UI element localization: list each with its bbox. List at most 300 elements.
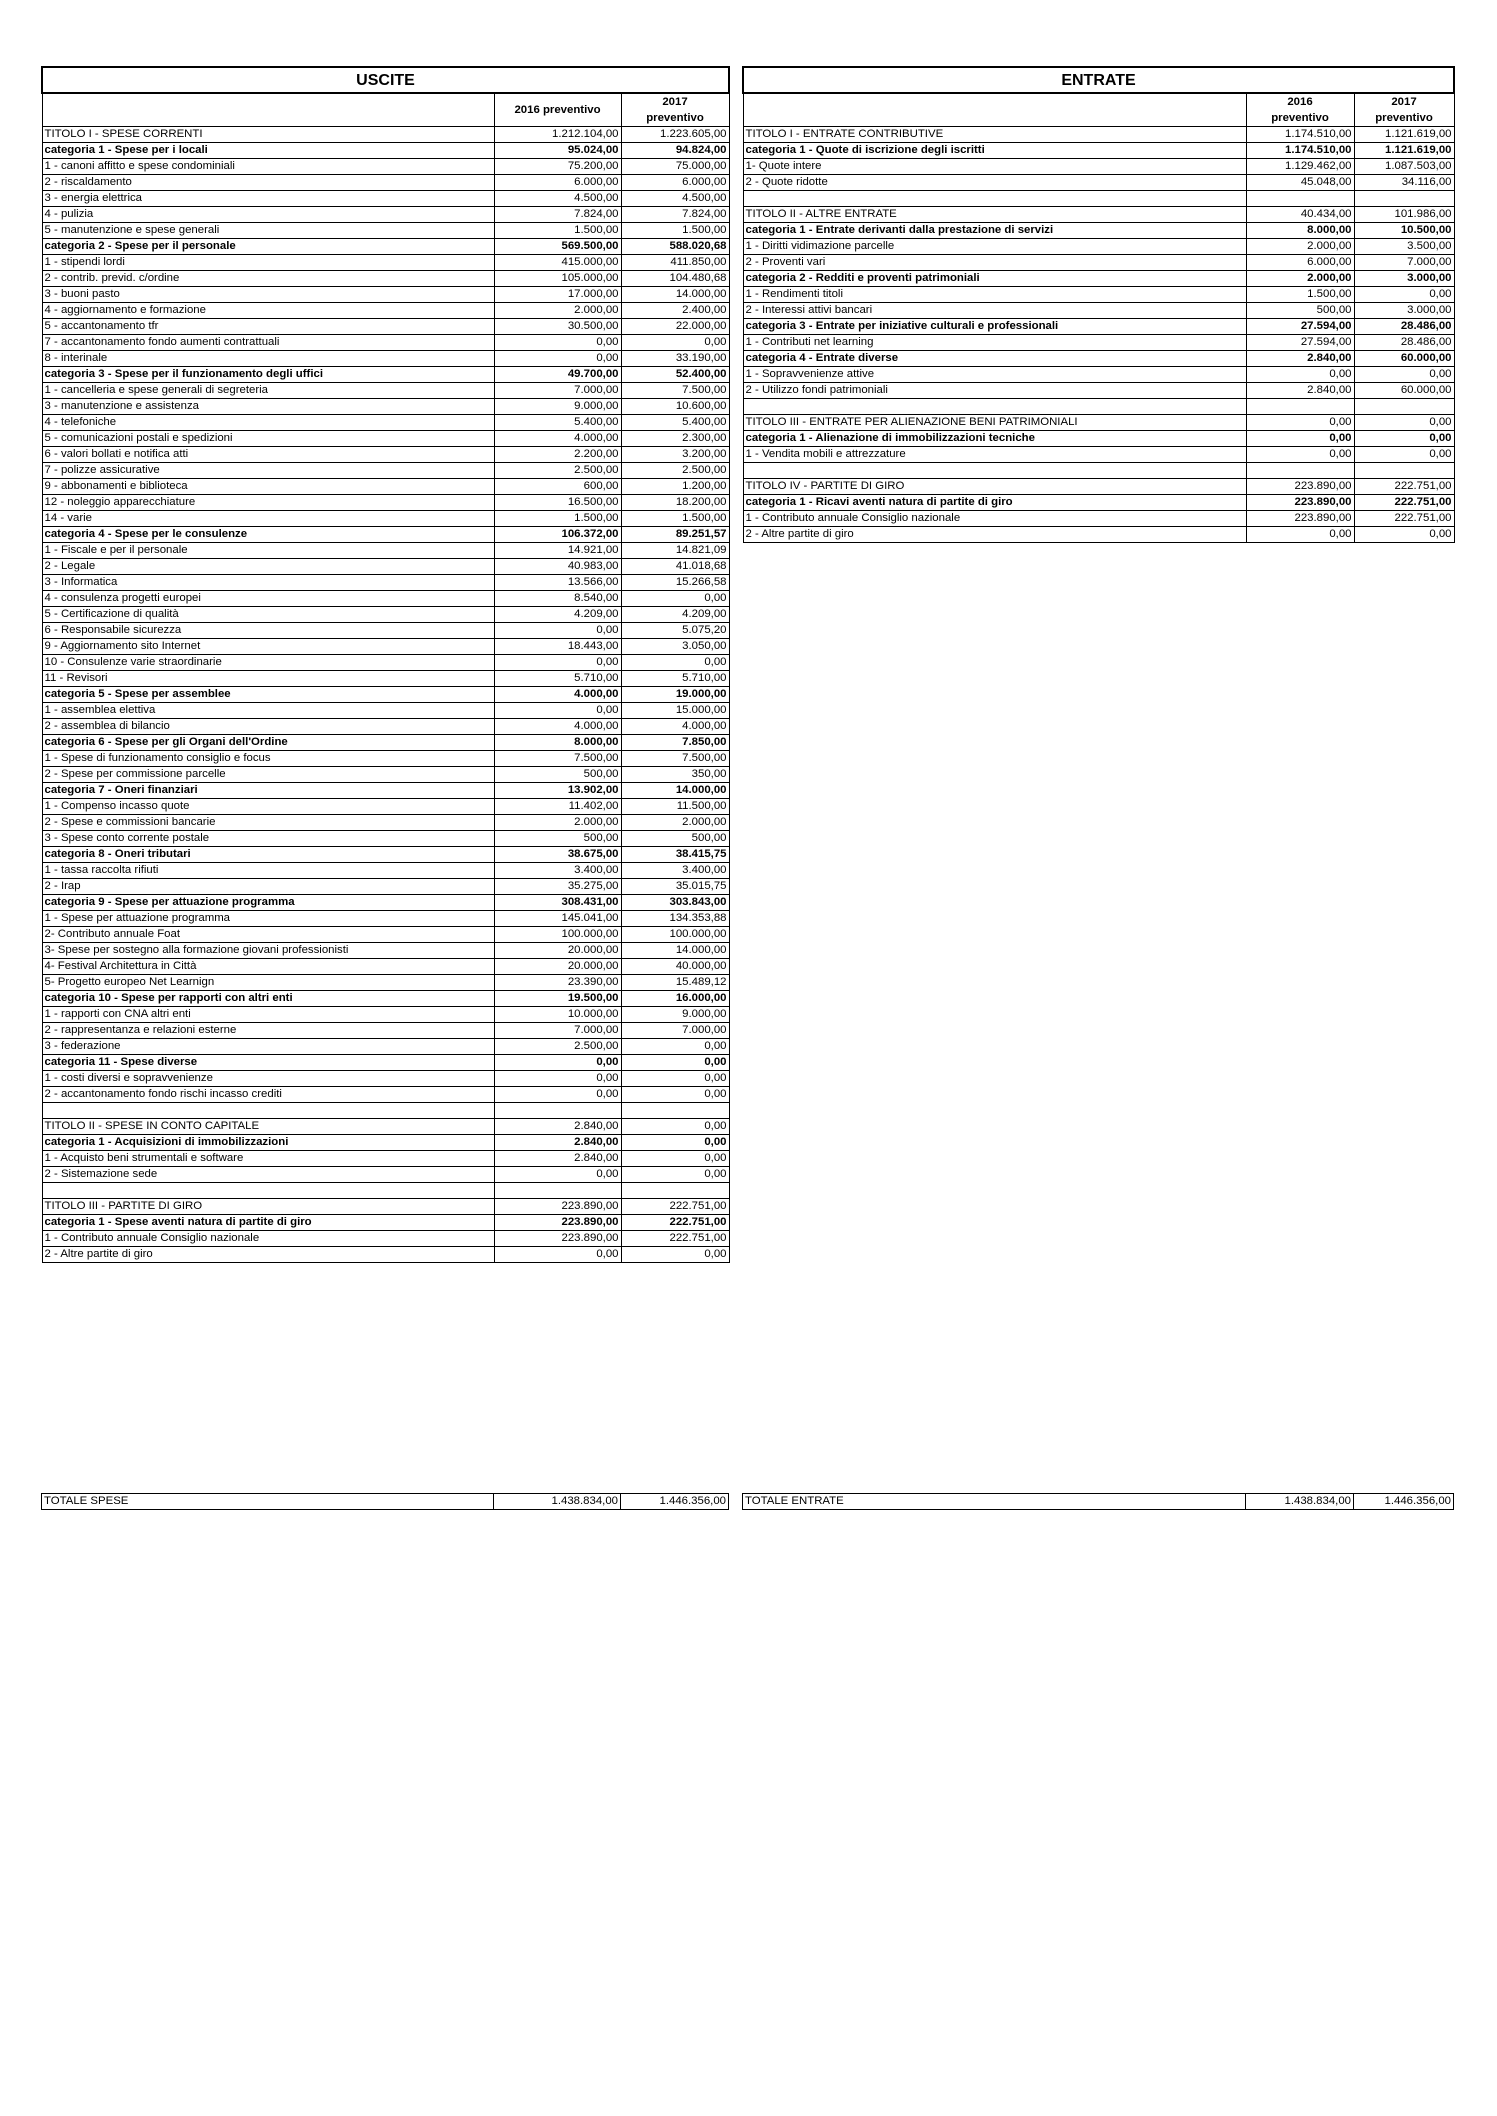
table-row [42, 655, 729, 671]
row-label: 2 - Altre partite di giro [42, 1247, 494, 1263]
uscite-panel [41, 66, 728, 1263]
row-value-2016 [494, 1103, 621, 1119]
row-label: 11 - Revisori [42, 671, 494, 687]
row-value-2017: 1.200,00 [621, 479, 729, 495]
table-row [42, 159, 729, 175]
row-label: 2 - accantonamento fondo rischi incasso crediti [42, 1087, 494, 1103]
row-value-2016: 2.840,00 [1246, 351, 1354, 367]
row-value-2017: 222.751,00 [621, 1199, 729, 1215]
row-value-2017 [1354, 463, 1454, 479]
row-label: 3 - federazione [42, 1039, 494, 1055]
row-label: 1 - Fiscale e per il personale [42, 543, 494, 559]
row-value-2016: 1.500,00 [1246, 287, 1354, 303]
row-label: 5 - Certificazione di qualità [42, 607, 494, 623]
row-label: 5 - accantonamento tfr [42, 319, 494, 335]
row-value-2016: 4.209,00 [494, 607, 621, 623]
totale-entrate-2016: 1.438.834,00 [1246, 1494, 1354, 1510]
row-value-2017: 9.000,00 [621, 1007, 729, 1023]
table-row [743, 527, 1454, 543]
row-value-2017: 94.824,00 [621, 143, 729, 159]
table-row [42, 447, 729, 463]
row-value-2016: 4.500,00 [494, 191, 621, 207]
row-value-2017: 4.500,00 [621, 191, 729, 207]
row-value-2017: 588.020,68 [621, 239, 729, 255]
row-label: 7 - polizze assicurative [42, 463, 494, 479]
row-value-2017: 1.500,00 [621, 511, 729, 527]
table-row [42, 687, 729, 703]
row-value-2016: 20.000,00 [494, 943, 621, 959]
row-value-2017: 28.486,00 [1354, 335, 1454, 351]
row-value-2016: 223.890,00 [1246, 511, 1354, 527]
row-value-2016: 0,00 [1246, 415, 1354, 431]
table-row [743, 159, 1454, 175]
row-value-2016: 11.402,00 [494, 799, 621, 815]
row-value-2017: 60.000,00 [1354, 351, 1454, 367]
row-value-2017: 3.500,00 [1354, 239, 1454, 255]
table-row [42, 943, 729, 959]
table-row [42, 735, 729, 751]
row-label: 1 - Contributi net learning [743, 335, 1246, 351]
row-value-2017: 4.209,00 [621, 607, 729, 623]
entrate-panel [742, 66, 1453, 543]
row-value-2017: 33.190,00 [621, 351, 729, 367]
table-row [42, 367, 729, 383]
row-value-2016: 7.824,00 [494, 207, 621, 223]
table-row [743, 335, 1454, 351]
row-value-2017: 0,00 [621, 335, 729, 351]
row-value-2016: 7.000,00 [494, 383, 621, 399]
row-value-2016: 600,00 [494, 479, 621, 495]
row-label: 3- Spese per sostegno alla formazione giovani professionisti [42, 943, 494, 959]
row-value-2016: 35.275,00 [494, 879, 621, 895]
row-value-2017: 134.353,88 [621, 911, 729, 927]
row-label: 5- Progetto europeo Net Learnign [42, 975, 494, 991]
row-label: 12 - noleggio apparecchiature [42, 495, 494, 511]
table-row [743, 479, 1454, 495]
row-label: 1 - Spese di funzionamento consiglio e focus [42, 751, 494, 767]
blank-row [743, 191, 1454, 207]
row-label: TITOLO I - SPESE CORRENTI [42, 127, 494, 143]
row-label: 6 - valori bollati e notifica atti [42, 447, 494, 463]
row-value-2017: 34.116,00 [1354, 175, 1454, 191]
row-value-2016: 2.000,00 [1246, 239, 1354, 255]
row-value-2017: 15.000,00 [621, 703, 729, 719]
entrate-header-label [743, 93, 1246, 127]
table-row [42, 1039, 729, 1055]
row-value-2017: 0,00 [1354, 415, 1454, 431]
row-value-2016: 2.000,00 [494, 303, 621, 319]
entrate-table [742, 66, 1455, 543]
row-label: 4 - pulizia [42, 207, 494, 223]
row-label: 1 - stipendi lordi [42, 255, 494, 271]
row-value-2017: 0,00 [621, 591, 729, 607]
row-value-2016: 7.000,00 [494, 1023, 621, 1039]
row-label: categoria 9 - Spese per attuazione programma [42, 895, 494, 911]
row-value-2016: 40.983,00 [494, 559, 621, 575]
table-row [42, 927, 729, 943]
table-row [42, 271, 729, 287]
row-value-2016: 2.200,00 [494, 447, 621, 463]
table-row [42, 415, 729, 431]
table-row [42, 751, 729, 767]
totale-entrate-2017: 1.446.356,00 [1354, 1494, 1454, 1510]
table-row [743, 351, 1454, 367]
row-value-2016: 1.500,00 [494, 511, 621, 527]
table-row [743, 495, 1454, 511]
row-value-2016: 1.212.104,00 [494, 127, 621, 143]
row-label: 1 - Rendimenti titoli [743, 287, 1246, 303]
table-row [42, 863, 729, 879]
row-value-2017: 222.751,00 [621, 1231, 729, 1247]
blank-row [743, 399, 1454, 415]
table-row [42, 335, 729, 351]
row-value-2016: 8.000,00 [494, 735, 621, 751]
row-label: 2 - Sistemazione sede [42, 1167, 494, 1183]
row-value-2016: 0,00 [494, 703, 621, 719]
row-value-2017: 2.500,00 [621, 463, 729, 479]
table-row [743, 431, 1454, 447]
row-value-2017: 2.400,00 [621, 303, 729, 319]
row-value-2017: 7.500,00 [621, 751, 729, 767]
uscite-header-2017-sub: preventivo [646, 112, 704, 124]
row-value-2016: 308.431,00 [494, 895, 621, 911]
row-label: categoria 6 - Spese per gli Organi dell'Ordine [42, 735, 494, 751]
table-row [42, 431, 729, 447]
table-row [42, 287, 729, 303]
row-label: 9 - abbonamenti e biblioteca [42, 479, 494, 495]
table-row [42, 1023, 729, 1039]
row-value-2016: 500,00 [1246, 303, 1354, 319]
table-row [42, 1135, 729, 1151]
row-value-2016: 2.500,00 [494, 1039, 621, 1055]
row-value-2017: 0,00 [621, 1167, 729, 1183]
table-row [42, 975, 729, 991]
row-label: categoria 3 - Entrate per iniziative culturali e professionali [743, 319, 1246, 335]
row-value-2016: 1.500,00 [494, 223, 621, 239]
entrate-title: ENTRATE [743, 67, 1454, 93]
row-value-2016: 0,00 [1246, 367, 1354, 383]
table-row [42, 959, 729, 975]
table-row [42, 175, 729, 191]
row-value-2016: 40.434,00 [1246, 207, 1354, 223]
uscite-table [41, 66, 730, 1263]
row-label: 1 - Spese per attuazione programma [42, 911, 494, 927]
row-label: categoria 11 - Spese diverse [42, 1055, 494, 1071]
row-value-2017: 10.600,00 [621, 399, 729, 415]
row-value-2016: 3.400,00 [494, 863, 621, 879]
table-row [42, 639, 729, 655]
blank-row [42, 1183, 729, 1199]
row-value-2016: 13.902,00 [494, 783, 621, 799]
row-label: TITOLO III - PARTITE DI GIRO [42, 1199, 494, 1215]
row-label: 1 - canoni affitto e spese condominiali [42, 159, 494, 175]
row-label [743, 399, 1246, 415]
row-label [743, 463, 1246, 479]
row-value-2016: 19.500,00 [494, 991, 621, 1007]
row-value-2016: 0,00 [1246, 447, 1354, 463]
row-value-2016: 4.000,00 [494, 431, 621, 447]
row-label: categoria 1 - Spese per i locali [42, 143, 494, 159]
row-value-2017: 0,00 [621, 1247, 729, 1263]
row-label: 2 - Spese per commissione parcelle [42, 767, 494, 783]
table-row [743, 367, 1454, 383]
row-value-2016: 20.000,00 [494, 959, 621, 975]
table-row [42, 351, 729, 367]
row-label: 2 - Interessi attivi bancari [743, 303, 1246, 319]
table-row [42, 991, 729, 1007]
row-label: categoria 2 - Redditi e proventi patrimoniali [743, 271, 1246, 287]
row-label: 4 - consulenza progetti europei [42, 591, 494, 607]
row-label: 4 - telefoniche [42, 415, 494, 431]
row-label: 2 - Utilizzo fondi patrimoniali [743, 383, 1246, 399]
table-row [743, 303, 1454, 319]
table-row [42, 495, 729, 511]
row-value-2016: 145.041,00 [494, 911, 621, 927]
table-row [42, 127, 729, 143]
totale-entrate-table [742, 1493, 1454, 1510]
table-row [42, 799, 729, 815]
row-label: 1 - assemblea elettiva [42, 703, 494, 719]
row-value-2016: 10.000,00 [494, 1007, 621, 1023]
row-value-2016: 0,00 [1246, 431, 1354, 447]
table-row [42, 1199, 729, 1215]
row-label: categoria 1 - Quote di iscrizione degli iscritti [743, 143, 1246, 159]
row-value-2016: 0,00 [494, 1087, 621, 1103]
row-value-2016: 2.000,00 [1246, 271, 1354, 287]
row-value-2017 [621, 1183, 729, 1199]
table-row [42, 559, 729, 575]
row-value-2017: 0,00 [621, 1135, 729, 1151]
table-row [42, 815, 729, 831]
row-value-2017: 2.300,00 [621, 431, 729, 447]
row-value-2016: 8.540,00 [494, 591, 621, 607]
row-value-2016: 0,00 [494, 1055, 621, 1071]
row-value-2016: 7.500,00 [494, 751, 621, 767]
table-row [42, 239, 729, 255]
row-label: 1 - Diritti vidimazione parcelle [743, 239, 1246, 255]
row-label: 2 - Altre partite di giro [743, 527, 1246, 543]
row-value-2016: 6.000,00 [1246, 255, 1354, 271]
row-value-2016: 0,00 [1246, 527, 1354, 543]
table-row [42, 607, 729, 623]
totale-spese-2016: 1.438.834,00 [494, 1494, 621, 1510]
row-value-2017: 0,00 [621, 1039, 729, 1055]
table-row [42, 1071, 729, 1087]
row-value-2016: 106.372,00 [494, 527, 621, 543]
row-label: 1 - tassa raccolta rifiuti [42, 863, 494, 879]
row-label: categoria 7 - Oneri finanziari [42, 783, 494, 799]
totale-spese-label: TOTALE SPESE [42, 1494, 494, 1510]
row-value-2017: 1.121.619,00 [1354, 127, 1454, 143]
row-value-2016: 415.000,00 [494, 255, 621, 271]
table-row [42, 1231, 729, 1247]
row-value-2016: 223.890,00 [494, 1199, 621, 1215]
row-value-2016: 16.500,00 [494, 495, 621, 511]
table-row [743, 255, 1454, 271]
row-label: categoria 1 - Acquisizioni di immobilizzazioni [42, 1135, 494, 1151]
row-label: 2 - riscaldamento [42, 175, 494, 191]
row-label: categoria 1 - Ricavi aventi natura di partite di giro [743, 495, 1246, 511]
totale-spese-row [41, 1493, 728, 1510]
row-value-2016: 2.500,00 [494, 463, 621, 479]
row-label: 2- Contributo annuale Foat [42, 927, 494, 943]
row-value-2017: 3.050,00 [621, 639, 729, 655]
table-row [42, 671, 729, 687]
row-label [42, 1183, 494, 1199]
table-row [743, 319, 1454, 335]
row-value-2016: 1.174.510,00 [1246, 143, 1354, 159]
row-value-2016: 0,00 [494, 1071, 621, 1087]
uscite-title: USCITE [42, 67, 729, 93]
row-label: 1 - Sopravvenienze attive [743, 367, 1246, 383]
row-value-2017: 0,00 [1354, 447, 1454, 463]
table-row [42, 847, 729, 863]
table-row [42, 319, 729, 335]
table-row [42, 895, 729, 911]
row-label: 2 - Quote ridotte [743, 175, 1246, 191]
row-value-2017: 1.223.605,00 [621, 127, 729, 143]
totale-entrate-label: TOTALE ENTRATE [743, 1494, 1246, 1510]
totale-spese-2017: 1.446.356,00 [621, 1494, 729, 1510]
entrate-header-2016-year: 2016 [1287, 96, 1313, 108]
row-label: TITOLO III - ENTRATE PER ALIENAZIONE BENI PATRIMONIALI [743, 415, 1246, 431]
table-row [42, 399, 729, 415]
table-row [743, 239, 1454, 255]
row-value-2017 [1354, 191, 1454, 207]
row-label: TITOLO I - ENTRATE CONTRIBUTIVE [743, 127, 1246, 143]
row-value-2017: 104.480,68 [621, 271, 729, 287]
uscite-header-label [42, 93, 494, 127]
table-row [42, 911, 729, 927]
row-label: categoria 2 - Spese per il personale [42, 239, 494, 255]
entrate-header-2016 [1246, 93, 1354, 127]
row-value-2017: 0,00 [1354, 367, 1454, 383]
table-row [42, 1055, 729, 1071]
row-value-2016: 14.921,00 [494, 543, 621, 559]
row-label: 3 - Informatica [42, 575, 494, 591]
table-row [42, 1247, 729, 1263]
row-label: 1 - Acquisto beni strumentali e software [42, 1151, 494, 1167]
uscite-header-2017 [621, 93, 729, 127]
row-label: TITOLO II - ALTRE ENTRATE [743, 207, 1246, 223]
row-label: 1 - Vendita mobili e attrezzature [743, 447, 1246, 463]
row-value-2016: 23.390,00 [494, 975, 621, 991]
table-row [743, 447, 1454, 463]
row-label: categoria 4 - Spese per le consulenze [42, 527, 494, 543]
row-value-2017: 0,00 [621, 1087, 729, 1103]
row-value-2017: 0,00 [621, 1151, 729, 1167]
row-label: 3 - buoni pasto [42, 287, 494, 303]
table-row [42, 543, 729, 559]
table-row [42, 511, 729, 527]
row-value-2017: 14.000,00 [621, 943, 729, 959]
row-label: categoria 5 - Spese per assemblee [42, 687, 494, 703]
row-value-2016: 18.443,00 [494, 639, 621, 655]
row-value-2016: 223.890,00 [494, 1215, 621, 1231]
row-label: 1 - costi diversi e sopravvenienze [42, 1071, 494, 1087]
row-value-2016: 569.500,00 [494, 239, 621, 255]
table-row [42, 1007, 729, 1023]
row-value-2017: 0,00 [1354, 527, 1454, 543]
row-value-2016 [1246, 191, 1354, 207]
row-value-2017 [621, 1103, 729, 1119]
table-row [42, 143, 729, 159]
row-value-2017: 15.489,12 [621, 975, 729, 991]
table-row [743, 383, 1454, 399]
row-value-2016: 5.400,00 [494, 415, 621, 431]
row-label: 2 - Proventi vari [743, 255, 1246, 271]
row-value-2017: 16.000,00 [621, 991, 729, 1007]
row-value-2017: 52.400,00 [621, 367, 729, 383]
row-value-2016: 30.500,00 [494, 319, 621, 335]
table-row [743, 415, 1454, 431]
row-value-2017: 19.000,00 [621, 687, 729, 703]
row-value-2017: 5.075,20 [621, 623, 729, 639]
row-value-2016: 0,00 [494, 335, 621, 351]
row-value-2017: 6.000,00 [621, 175, 729, 191]
row-value-2016: 17.000,00 [494, 287, 621, 303]
row-value-2017: 5.400,00 [621, 415, 729, 431]
row-label: 5 - comunicazioni postali e spedizioni [42, 431, 494, 447]
table-row [743, 175, 1454, 191]
row-value-2017: 15.266,58 [621, 575, 729, 591]
row-value-2016: 2.840,00 [494, 1151, 621, 1167]
row-value-2017: 10.500,00 [1354, 223, 1454, 239]
totale-entrate-row [742, 1493, 1453, 1510]
row-label: categoria 3 - Spese per il funzionamento degli uffici [42, 367, 494, 383]
row-value-2016: 1.174.510,00 [1246, 127, 1354, 143]
row-value-2017: 7.824,00 [621, 207, 729, 223]
table-row [42, 191, 729, 207]
row-value-2016: 2.000,00 [494, 815, 621, 831]
row-value-2016: 0,00 [494, 1167, 621, 1183]
row-value-2016: 4.000,00 [494, 719, 621, 735]
row-value-2016: 500,00 [494, 831, 621, 847]
row-label: 14 - varie [42, 511, 494, 527]
table-row [42, 383, 729, 399]
row-label: 1 - rapporti con CNA altri enti [42, 1007, 494, 1023]
row-label: categoria 8 - Oneri tributari [42, 847, 494, 863]
row-label: categoria 4 - Entrate diverse [743, 351, 1246, 367]
row-label [42, 1103, 494, 1119]
row-label: 5 - manutenzione e spese generali [42, 223, 494, 239]
row-value-2016: 27.594,00 [1246, 335, 1354, 351]
table-row [42, 479, 729, 495]
row-value-2016 [494, 1183, 621, 1199]
row-value-2016: 500,00 [494, 767, 621, 783]
table-row [42, 303, 729, 319]
row-value-2016: 223.890,00 [1246, 479, 1354, 495]
table-row [42, 1151, 729, 1167]
row-value-2016: 2.840,00 [494, 1119, 621, 1135]
row-value-2017: 222.751,00 [1354, 479, 1454, 495]
table-row [42, 1167, 729, 1183]
table-row [42, 703, 729, 719]
row-value-2017: 75.000,00 [621, 159, 729, 175]
row-label: 9 - Aggiornamento sito Internet [42, 639, 494, 655]
table-row [42, 527, 729, 543]
table-row [743, 127, 1454, 143]
table-row [42, 719, 729, 735]
table-row [42, 783, 729, 799]
row-value-2016: 2.840,00 [494, 1135, 621, 1151]
table-row [42, 1215, 729, 1231]
row-value-2016: 27.594,00 [1246, 319, 1354, 335]
row-label: 1- Quote intere [743, 159, 1246, 175]
row-label: 4 - aggiornamento e formazione [42, 303, 494, 319]
row-label: 4- Festival Architettura in Città [42, 959, 494, 975]
row-value-2017: 3.200,00 [621, 447, 729, 463]
